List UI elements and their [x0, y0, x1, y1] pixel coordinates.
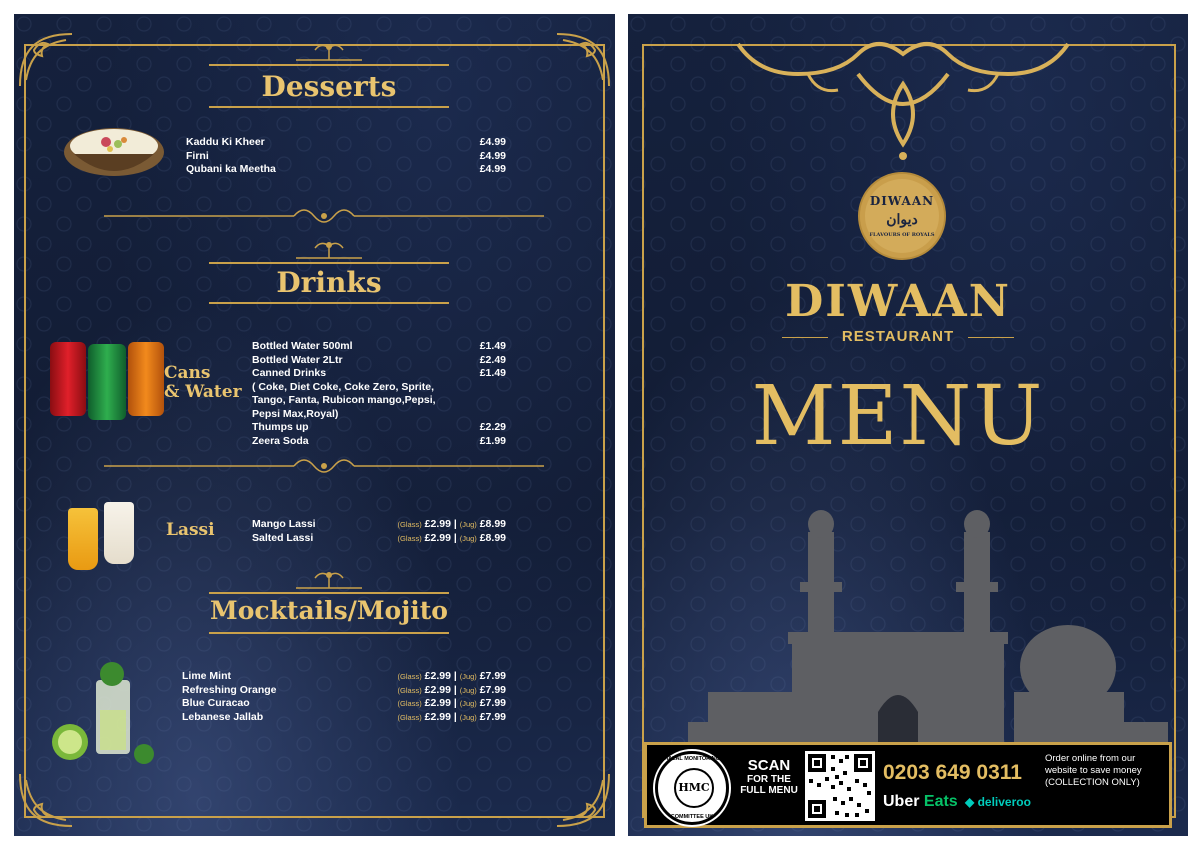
- lassi-label: Lassi: [166, 520, 215, 540]
- deliveroo-icon: ◆: [965, 795, 975, 809]
- brand-subtitle: RESTAURANT: [778, 328, 1018, 345]
- list-item: Canned Drinks: [252, 367, 327, 379]
- list-item: Zeera Soda: [252, 434, 309, 447]
- list-item: Qubani ka Meetha: [186, 163, 276, 175]
- list-item: Refreshing Orange: [182, 683, 277, 696]
- list-item: ( Coke, Diet Coke, Coke Zero, Sprite,: [252, 380, 435, 393]
- mojito-image: [46, 650, 164, 768]
- right-panel: [628, 14, 1188, 836]
- section-divider-icon: [104, 204, 544, 224]
- drinks-prices: [454, 340, 506, 448]
- ornament-crest-icon: [728, 34, 1078, 164]
- heading-flourish-icon: [294, 42, 364, 64]
- price: £4.99: [479, 163, 506, 175]
- phone-number[interactable]: 0203 649 0311: [883, 761, 1022, 784]
- left-panel: [14, 14, 615, 836]
- lassi-prices: [374, 518, 506, 545]
- heading-flourish-icon: [294, 570, 364, 592]
- price-row: (Glass) £2.99 | (Jug) £7.99: [397, 710, 506, 723]
- heading-flourish-icon: [294, 240, 364, 262]
- kheer-bowl-image: [62, 122, 166, 184]
- desserts-prices: [454, 136, 506, 177]
- mango-lassi-image: [68, 508, 98, 570]
- list-item: Pepsi Max,Royal): [252, 407, 339, 420]
- list-item: Kaddu Ki Kheer: [186, 136, 265, 148]
- list-item: Bottled Water 500ml: [252, 340, 353, 352]
- charminar-silhouette-icon: [688, 492, 1168, 762]
- fanta-can-image: [128, 342, 164, 416]
- lassi-list: [252, 518, 316, 545]
- list-item: Blue Curacao: [182, 697, 250, 709]
- mocktails-list: [182, 670, 277, 724]
- sprite-can-image: [88, 344, 126, 420]
- desserts-heading: Desserts: [261, 70, 397, 103]
- list-item: Tango, Fanta, Rubicon mango,Pepsi,: [252, 394, 436, 406]
- list-item: Bottled Water 2Ltr: [252, 353, 343, 366]
- deliveroo-logo[interactable]: ◆ deliveroo: [965, 795, 1031, 809]
- brand-name: DIWAAN: [785, 276, 1011, 327]
- list-item: Firni: [186, 149, 209, 162]
- corner-ornament-icon: [16, 770, 76, 830]
- order-online-note: Order online from our website to save money (COLLECTION ONLY): [1045, 753, 1142, 788]
- price: £1.99: [479, 434, 506, 447]
- price-row: (Glass) £2.99 | (Jug) £7.99: [397, 670, 506, 682]
- price: £2.29: [479, 421, 506, 433]
- list-item: Salted Lassi: [252, 531, 314, 544]
- menu-title: MENU: [751, 369, 1045, 464]
- price: £4.99: [479, 149, 506, 162]
- corner-ornament-icon: [553, 30, 613, 90]
- footer-bar: [644, 742, 1172, 828]
- cans-water-label: Cans & Water: [164, 363, 242, 402]
- hmc-halal-badge-icon: HMC HALAL MONITORING COMMITTEE UK: [655, 751, 729, 825]
- diwaan-seal-logo-icon: DIWAAN ديوان FLAVOURS OF ROYALS: [858, 172, 946, 260]
- uber-eats-logo[interactable]: Uber Eats: [883, 793, 958, 810]
- price: £1.49: [479, 340, 506, 352]
- coke-can-image: [50, 342, 86, 416]
- price: £1.49: [479, 367, 506, 379]
- qr-code-icon[interactable]: [805, 751, 875, 821]
- desserts-list: [186, 136, 276, 177]
- mocktails-prices: [374, 670, 506, 724]
- price-row: (Glass) £2.99 | (Jug) £8.99: [397, 531, 506, 544]
- corner-ornament-icon: [553, 770, 613, 830]
- list-item: Mango Lassi: [252, 518, 316, 530]
- price-row: (Glass) £2.99 | (Jug) £7.99: [397, 683, 506, 696]
- drinks-heading: Drinks: [276, 266, 382, 299]
- salted-lassi-image: [104, 502, 134, 564]
- price-row: (Glass) £2.99 | (Jug) £8.99: [397, 518, 506, 530]
- section-divider-icon: [104, 454, 544, 474]
- corner-ornament-icon: [16, 30, 76, 90]
- price-row: (Glass) £2.99 | (Jug) £7.99: [397, 697, 506, 709]
- scan-label: SCAN FOR THE FULL MENU: [740, 757, 798, 796]
- drinks-list: [252, 340, 436, 448]
- price: £2.49: [479, 353, 506, 366]
- price: £4.99: [479, 136, 506, 148]
- mocktails-heading: Mocktails/Mojito: [210, 596, 448, 625]
- list-item: Thumps up: [252, 421, 309, 433]
- list-item: Lime Mint: [182, 670, 231, 682]
- list-item: Lebanese Jallab: [182, 710, 264, 723]
